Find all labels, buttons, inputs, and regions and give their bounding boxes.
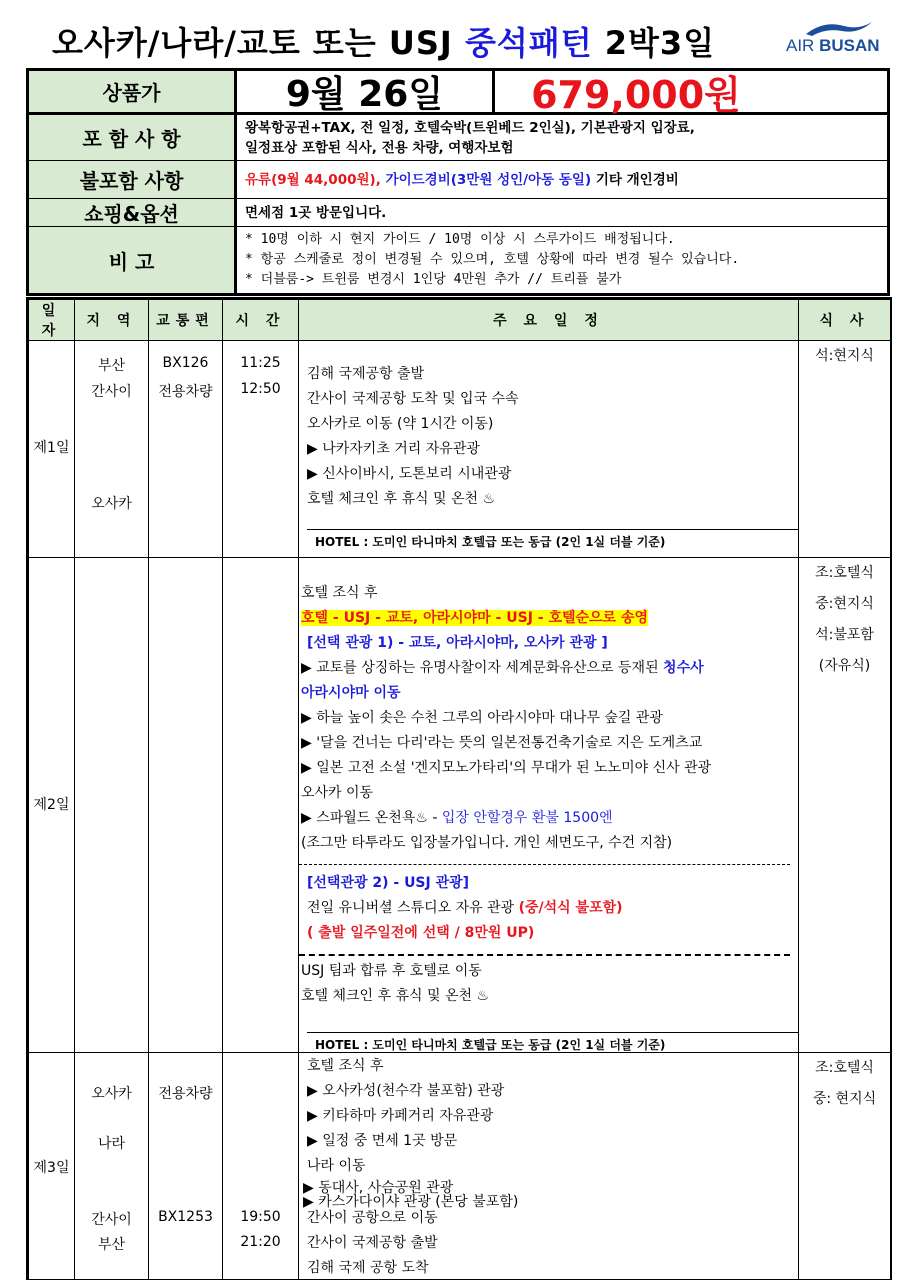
divider [299,864,790,865]
price-label: 상품가 [29,71,237,112]
include-row [29,115,887,161]
day1-time-1: 11:25 [240,355,281,371]
table-header [29,300,891,341]
day2-transfer-highlight: 호텔 - USJ - 교토, 아라시야마 - USJ - 호텔순으로 송영 [301,610,649,626]
exclude-etc: 기타 개인경비 [591,171,679,188]
col-date: 일 자 [29,300,75,341]
day2-kiyomizu: 청수사 [663,660,704,676]
day2-meal-excluded: (중/석식 불포함) [518,900,623,916]
col-schedule: 주 요 일 정 [299,300,799,341]
note-row [29,227,887,293]
header [0,0,905,66]
day2-option-2-title: [선택관광 2) - USJ 관광] [307,875,470,891]
note-label: 비 고 [29,227,237,293]
day3-label: 제3일 [33,1160,70,1176]
day3-region-2: 나라 [97,1136,126,1152]
day1-region-2: 간사이 [91,384,132,400]
price-value: 679,000원 [531,73,741,117]
day3-meal-breakfast: 조:호텔식 [815,1060,874,1076]
day3-transport-2: BX1253 [158,1209,213,1225]
day3-time-2: 21:20 [240,1234,281,1250]
price-row [29,71,887,115]
day2-line-1: 호텔 조식 후 [301,585,378,601]
day3-region-3: 간사이 [91,1212,132,1228]
day2-line-8: ▶ 일본 고전 소설 '겐지모노가타리'의 무대가 된 노노미야 신사 관광 [301,760,712,776]
exclude-fuel: 유류(9월 44,000원), [245,171,381,188]
day1-transport-2: 전용차량 [158,384,213,400]
wing-icon [804,18,874,38]
day2-line-4: ▶ 교토를 상징하는 유명사찰이자 세계문화유산으로 등재된 [301,660,664,676]
shopping-row [29,199,887,227]
day3-line-10: 김해 국제 공항 도착 [307,1260,429,1276]
exclude-row [29,161,887,199]
day3-transport-1: 전용차량 [158,1086,213,1102]
day1-transport-1: BX126 [162,355,209,371]
day1-label: 제1일 [33,440,70,456]
day3-line-7: ▶ 카스가다이샤 관광 (본당 불포함) [303,1194,519,1210]
itinerary-table [26,297,892,1280]
note-line-1: * 10명 이하 시 현지 가이드 / 10명 이상 시 스루가이드 배정됩니다. [245,232,675,247]
day1-row [29,341,891,558]
day2-hotel: HOTEL : 도미인 타니마치 호텔급 또는 동급 (2인 1실 더블 기준) [307,1032,798,1053]
day3-line-8: 간사이 공항으로 이동 [307,1210,438,1226]
day3-line-2: ▶ 오사카성(천수각 불포함) 관광 [307,1083,505,1099]
day2-meal-note: (자유식) [818,658,871,674]
day2-line-16: 호텔 체크인 후 휴식 및 온천 ♨ [301,988,490,1004]
shopping-text: 면세점 1곳 방문입니다. [245,204,387,221]
day1-line-1: 김해 국제공항 출발 [307,366,425,382]
day1-line-6: 호텔 체크인 후 휴식 및 온천 ♨ [307,491,496,507]
day3-line-5: 나라 이동 [307,1158,366,1174]
day2-option-2-note: ( 출발 일주일전에 선택 / 8만원 UP) [307,925,535,941]
day2-line-9: 오사카 이동 [301,785,374,801]
note-line-2: * 항공 스케줄로 정이 변경될 수 있으며, 호텔 상황에 따라 변경 될수 있습니다. [245,252,740,267]
col-transport: 교통편 [149,300,223,341]
include-line-2: 일정표상 포함된 식사, 전용 차량, 여행자보험 [245,139,514,156]
day1-region-1: 부산 [97,358,126,374]
day1-region-3: 오사카 [91,496,132,512]
day2-line-10: ▶ 스파월드 온천욕♨ - [301,810,442,826]
col-meal: 식 사 [799,300,891,341]
col-time: 시 간 [223,300,299,341]
shopping-label: 쇼핑&옵션 [29,199,237,226]
day1-line-5: ▶ 신사이바시, 도톤보리 시내관광 [307,466,512,482]
day3-region-1: 오사카 [91,1086,132,1102]
day2-line-15: USJ 팀과 합류 후 호텔로 이동 [301,963,482,979]
day1-hotel: HOTEL : 도미인 타니마치 호텔급 또는 동급 (2인 1실 더블 기준) [307,529,798,550]
day3-line-4: ▶ 일정 중 면세 1곳 방문 [307,1133,458,1149]
day2-refund-note: 입장 안할경우 환불 1500엔 [441,810,613,826]
departure-date: 9월 26일 [237,71,495,112]
include-line-1: 왕복항공권+TAX, 전 일정, 호텔숙박(트윈베드 2인실), 기본관광지 입장료, [245,119,695,136]
day3-line-6: ▶ 동대사, 사슴공원 관광 [303,1180,454,1196]
day1-line-2: 간사이 국제공항 도착 및 입국 수속 [307,391,519,407]
exclude-guide: 가이드경비(3만원 성인/아동 동일) [380,171,592,188]
day2-line-6: ▶ 하늘 높이 솟은 수천 그루의 아라시야마 대나무 숲길 관광 [301,710,663,726]
day2-label: 제2일 [33,797,70,813]
day3-time-1: 19:50 [240,1209,281,1225]
day1-line-3: 오사카로 이동 (약 1시간 이동) [307,416,494,432]
day2-line-5: 아라시야마 이동 [301,685,401,701]
page-title: 오사카/나라/교토 또는 USJ 중석패턴 2박3일 [52,24,716,62]
note-line-3: * 더블룸-> 트윈룸 변경시 1인당 4만원 추가 // 트리플 불가 [245,272,622,287]
day1-line-4: ▶ 나카자키초 거리 자유관광 [307,441,480,457]
title-highlight: 중석패턴 [464,24,593,62]
air-busan-logo: AIR BUSAN [786,18,886,60]
col-region: 지 역 [75,300,149,341]
day2-meal-dinner: 석:불포함 [815,627,874,643]
day1-meal: 석:현지식 [815,348,874,364]
day2-row [29,558,891,1053]
day2-line-13: 전일 유니버셜 스튜디오 자유 관광 [307,900,519,916]
product-summary [26,68,890,296]
day2-line-11: (조그만 타투라도 입장불가입니다. 개인 세면도구, 수건 지참) [301,835,673,851]
include-label: 포 함 사 항 [29,115,237,160]
day3-region-4: 부산 [97,1237,126,1253]
day2-meal-breakfast: 조:호텔식 [815,565,874,581]
day3-line-9: 간사이 국제공항 출발 [307,1235,438,1251]
day3-line-3: ▶ 키타하마 카페거리 자유관광 [307,1108,494,1124]
day2-meal-lunch: 중:현지식 [815,596,874,612]
day3-row [29,1053,891,1280]
day1-time-2: 12:50 [240,381,281,397]
day3-line-1: 호텔 조식 후 [307,1058,384,1074]
exclude-label: 불포함 사항 [29,161,237,198]
divider [299,954,790,956]
day3-meal-lunch: 중: 현지식 [812,1091,877,1107]
day2-option-1-title: [선택 관광 1) - 교토, 아라시야마, 오사카 관광 ] [307,635,608,651]
day2-line-7: ▶ '달을 건너는 다리'라는 뜻의 일본전통건축기술로 지은 도게츠교 [301,735,703,751]
